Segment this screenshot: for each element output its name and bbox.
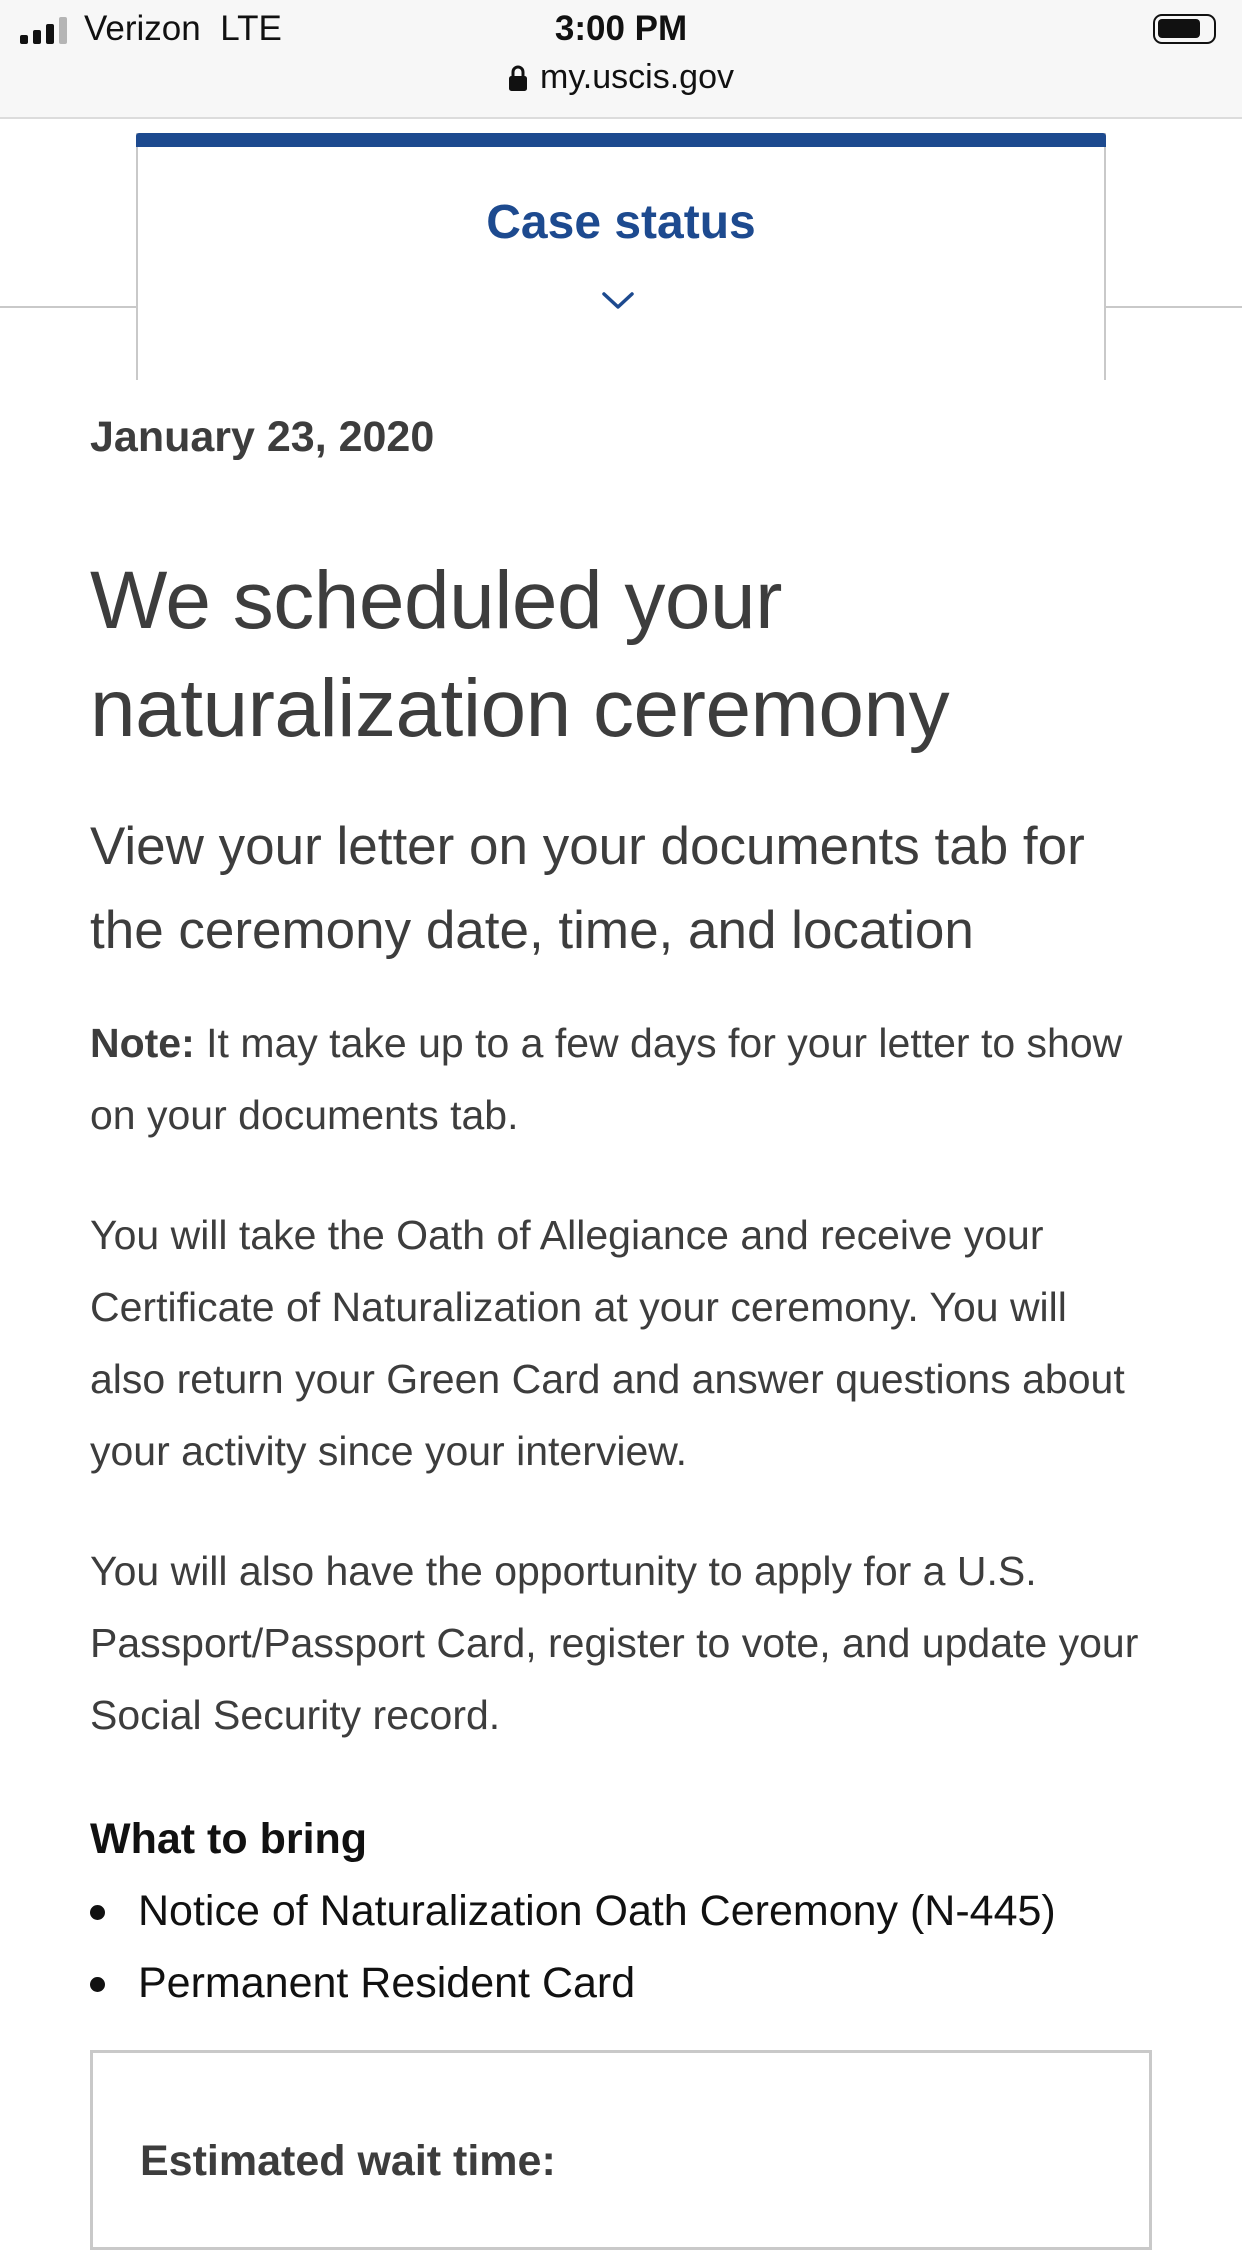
battery-icon <box>1153 14 1216 44</box>
tab-divider-right <box>1104 306 1242 308</box>
case-date: January 23, 2020 <box>90 413 435 461</box>
list-item-label: Permanent Resident Card <box>138 1959 636 2007</box>
battery-level <box>1158 19 1200 38</box>
clock: 3:00 PM <box>554 9 688 48</box>
bullet-icon <box>90 1977 105 1992</box>
page-subtitle: View your letter on your documents tab for the ceremony date, time, and location <box>90 817 1085 960</box>
opportunity-paragraph: You will also have the opportunity to apply for a U.S. Passport/Passport Card, register to vote, and update your Social Security record. <box>90 1548 1139 1738</box>
url-text: my.uscis.gov <box>540 58 734 96</box>
tab-accent-bar <box>136 133 1106 147</box>
lock-icon <box>508 64 528 92</box>
network-type: LTE <box>220 9 282 48</box>
tab-divider-left <box>0 306 138 308</box>
tab-case-status[interactable] <box>136 133 1106 380</box>
case-status-content <box>90 405 1152 2019</box>
chevron-down-icon <box>601 291 635 311</box>
bullet-icon <box>90 1905 105 1920</box>
tab-label: Case status <box>486 196 756 249</box>
what-to-bring-heading: What to bring <box>90 1815 368 1863</box>
page-title: We scheduled your naturalization ceremony <box>90 555 950 754</box>
list-item <box>90 1875 1152 1947</box>
note-label: Note: <box>90 1020 195 1066</box>
what-to-bring-list <box>90 1875 1152 2019</box>
ceremony-paragraph: You will take the Oath of Allegiance and receive your Certificate of Naturalization at your ceremony. You will also return your Green Card and answer questions about your activity since your interview. <box>90 1212 1125 1474</box>
list-item <box>90 1947 1152 2019</box>
browser-status-bar <box>0 0 1242 119</box>
note-text: It may take up to a few days for your letter to show on your documents tab. <box>90 1020 1123 1138</box>
address-bar[interactable] <box>0 58 1242 97</box>
note-paragraph <box>90 1007 1152 1151</box>
carrier-name: Verizon <box>84 9 201 48</box>
wait-time-box <box>90 2050 1152 2250</box>
list-item-label: Notice of Naturalization Oath Ceremony (N-445) <box>138 1887 1056 1935</box>
wait-time-label: Estimated wait time: <box>140 2137 556 2185</box>
